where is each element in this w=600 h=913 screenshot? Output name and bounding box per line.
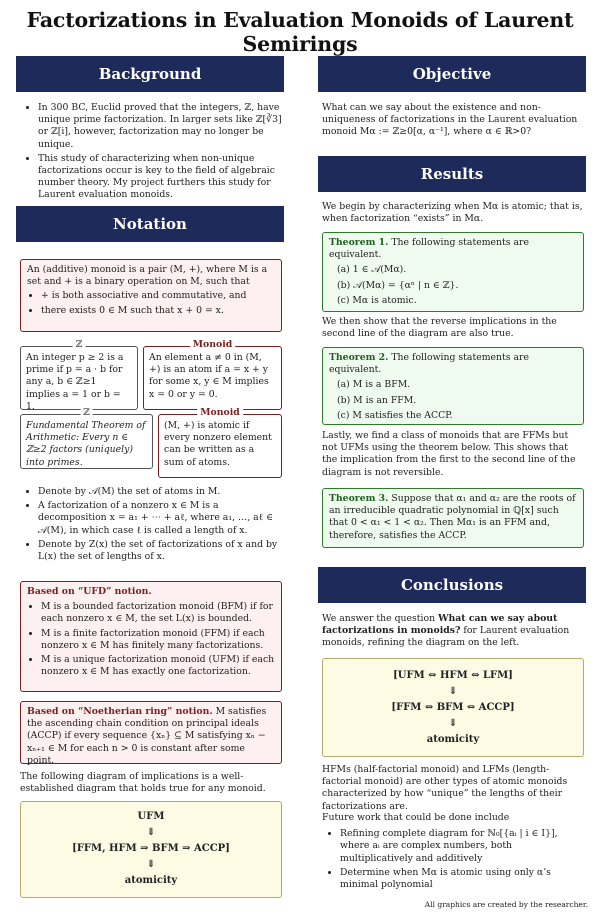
theorem-3-box [322,488,584,548]
future-bullet: • Refining complete diagram for ℕ₀[{aᵢ | i ∈ I}], where aᵢ are complex numbers, both multiplicatively and additively [340,828,584,865]
theorem-3-label: Theorem 3. [329,493,389,504]
results-heading: Results [420,165,484,183]
monoid-label-2: Monoid [197,407,243,419]
diagram-line: UFM [137,811,165,822]
prime-definition: An integer p ≥ 2 is a prime if p = a · b for any a, b ∈ ℤ≥1 implies a = 1 or b = 1. [26,352,124,412]
results-banner [318,156,586,192]
theorem-1-item: (c) Mα is atomic. [337,294,417,306]
notation-banner [16,206,284,242]
diagram-line: [FFM ⇔ BFM ⇔ ACCP] [391,702,515,713]
diagram-line: atomicity [426,734,480,745]
diagram-line: [UFM ⇔ HFM ⇔ LFM] [393,670,513,681]
atom-definition-box [143,339,282,410]
monoid-definition-box [20,259,282,332]
monoid-definition: An (additive) monoid is a pair (M, +), where M is a set and + is a binary operation on M, such that [27,264,268,288]
notation-bullets [20,486,282,565]
noetherian-text: M satisfies the ascending chain condition on principal ideals (ACCP) if every sequence {xₙ} ⊆ M satisfying xₙ − xₙ₊₁ ∈ M for each n > 0 is constant after some point. [27,706,267,766]
atomic-definition-box [158,407,282,478]
theorem-2-item: (b) M is an FFM. [337,394,417,406]
z-label: ℤ [73,339,86,351]
theorem-1-box [322,232,584,312]
results-mid: We then show that the reverse implications in the second line of the diagram are also true. [322,316,557,340]
ufd-bullet: • M is a finite factorization monoid (FFM) if each nonzero x ∈ M has finitely many factorizations. [41,628,275,652]
z-label-2: ℤ [80,407,93,419]
diagram-intro: The following diagram of implications is a well-established diagram that holds true for any monoid. [20,771,266,795]
monoid-bullet: • there exists 0 ∈ M such that x + 0 = x. [41,305,275,317]
results-last: Lastly, we find a class of monoids that are FFMs but not UFMs using the theorem below. This shows that the implication from the first to the second line of the diagram is not reversible. [322,430,576,478]
objective-heading: Objective [412,65,492,83]
conclusions-heading: Conclusions [400,576,504,594]
fta-box [20,407,153,469]
footer-credit: All graphics are created by the researcher. [424,900,588,909]
background-text [20,102,282,204]
prime-definition-box [20,339,138,412]
noetherian-header: Based on “Noetherian ring” notion. [27,706,213,717]
background-banner [16,56,284,92]
theorem-2-item: (a) M is a BFM. [337,379,411,391]
conclusions-intro-pre: We answer the question [322,613,439,624]
theorem-1-item: (a) 1 ∈ 𝒜(Mα). [337,264,407,276]
theorem-2-box [322,347,584,425]
notation-heading: Notation [113,215,187,233]
future-work [322,812,584,893]
background-bullet: • This study of characterizing when non-unique factorizations occur is key to the field of algebraic number theory. My project furthers this study for Laurent evaluation monoids. [38,153,282,202]
noetherian-box [20,701,282,764]
theorem-1-item: (b) 𝒜(Mα) = {αⁿ | n ∈ ℤ}. [337,279,459,291]
atom-definition: An element a ≠ 0 in (M, +) is an atom if a = x + y for some x, y ∈ M implies x = 0 or y = 0. [149,352,269,400]
objective-text: What can we say about the existence and non-uniqueness of factorizations in the Laurent evaluation monoid Mα := ℤ≥0[α, α⁻¹], where α ∈ ℝ>0? [322,102,578,138]
diagram-arrow: ⇓ [448,686,458,697]
fta-definition: Fundamental Theorem of Arithmetic: Every n ∈ ℤ≥2 factors (uniquely) into primes. [26,420,146,468]
ufd-header: Based on “UFD” notion. [27,586,152,597]
ufd-bullet: • M is a unique factorization monoid (UFM) if each nonzero x ∈ M has exactly one factorization. [41,654,275,678]
background-heading: Background [98,65,202,83]
conclusions-intro-post: for Laurent evaluation monoids, refining the diagram on the left. [322,625,570,649]
diagram-arrow: ⇓ [448,718,458,729]
diagram-line: [FFM, HFM ⇒ BFM ⇒ ACCP] [72,843,230,854]
theorem-1-label: Theorem 1. [329,237,389,248]
notation-bullet: • A factorization of a nonzero x ∈ M is a decomposition x = a₁ + ⋯ + aℓ, where a₁, …, aℓ ∈ 𝒜(M), in which case ℓ is called a length of x. [38,500,282,537]
conclusions-question: What can we say about factorizations in monoids? [322,613,558,637]
diagram-arrow: ⇓ [146,859,156,870]
theorem-1-text: The following statements are equivalent. [329,237,529,261]
theorem-3-text: Suppose that α₁ and α₂ are the roots of an irreducible quadratic polynomial in ℚ[x] such that 0 < α₁ < 1 < α₂. Then Mα₁ is an FFM and, therefore, satisfies the ACCP. [329,493,576,541]
diagram-arrow: ⇓ [146,827,156,838]
conclusions-intro [322,613,584,650]
theorem-2-item: (c) M satisfies the ACCP. [337,409,453,421]
notation-bullet: • Denote by 𝒜(M) the set of atoms in M. [38,486,282,498]
monoid-bullet: • + is both associative and commutative, and [41,290,275,302]
diagram-line: atomicity [124,875,178,886]
theorem-2-label: Theorem 2. [329,352,389,363]
theorem-2-text: The following statements are equivalent. [329,352,529,376]
refined-diagram [322,658,584,757]
atomic-definition: (M, +) is atomic if every nonzero element can be written as a sum of atoms. [164,420,272,468]
objective-banner [318,56,586,92]
ufd-bullet: • M is a bounded factorization monoid (BFM) if for each nonzero x ∈ M, the set L(x) is bounded. [41,601,275,625]
notation-bullet: • Denote by Z(x) the set of factorizations of x and by L(x) the set of lengths of x. [38,539,282,563]
background-bullet: • In 300 BC, Euclid proved that the integers, ℤ, have unique prime factorization. In larger sets like ℤ[∛3] or ℤ[i], however, factorization may no longer be unique. [38,102,282,151]
future-intro: Future work that could be done include [322,812,510,823]
poster-title: Factorizations in Evaluation Monoids of Laurent Semirings [26,8,574,56]
ufd-box [20,581,282,692]
hfm-text: HFMs (half-factorial monoid) and LFMs (length-factorial monoid) are other types of atomic monoids characterized by how “unique” the lengths of their factorizations are. [322,764,568,812]
future-bullet: • Determine when Mα is atomic using only α’s minimal polynomial [340,867,584,891]
monoid-label: Monoid [190,339,236,351]
implication-diagram [20,801,282,898]
results-intro: We begin by characterizing when Mα is atomic; that is, when factorization “exists” in Mα. [322,201,583,225]
conclusions-banner [318,567,586,603]
